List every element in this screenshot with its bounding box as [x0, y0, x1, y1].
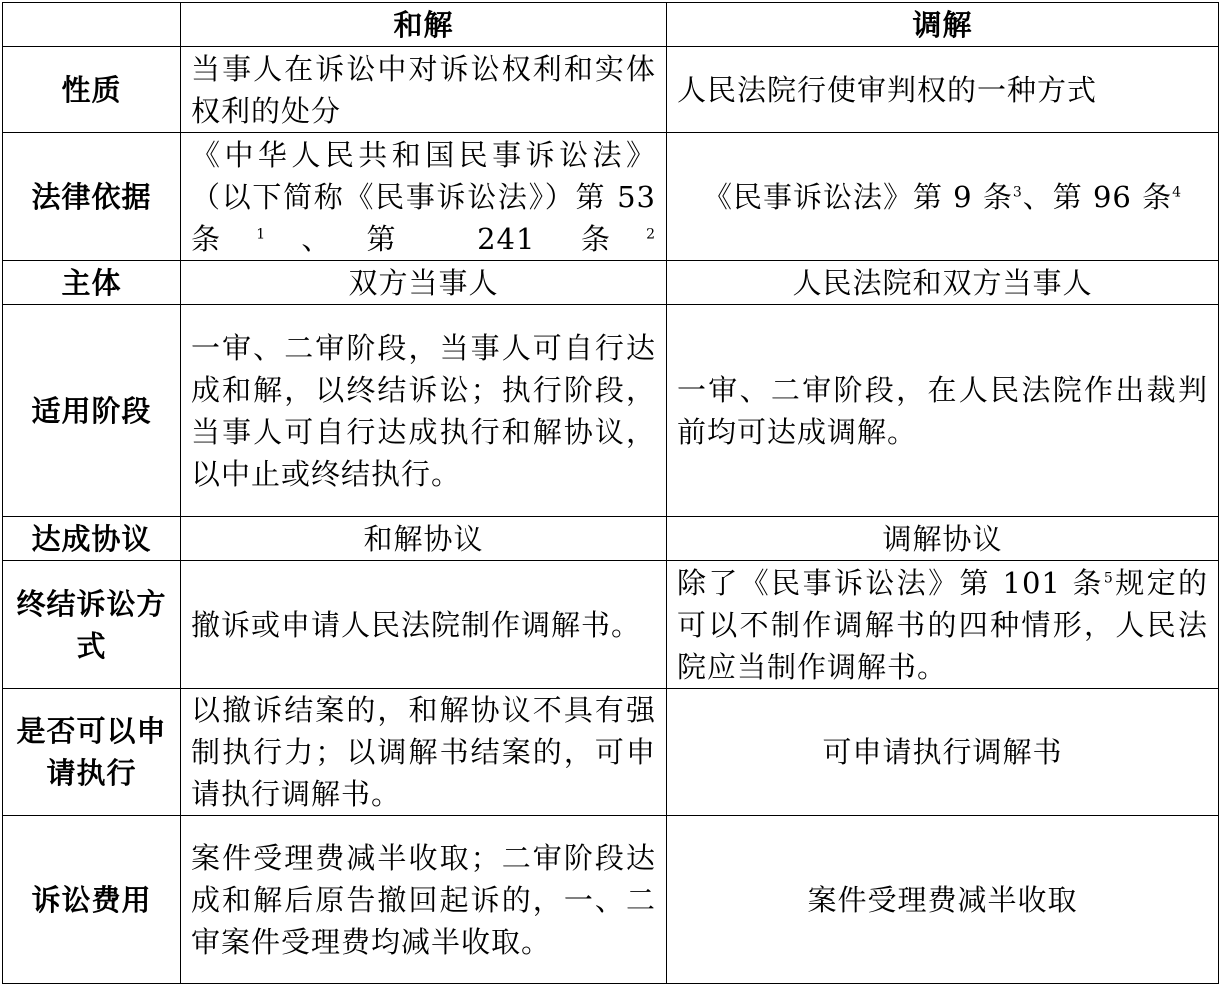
- table-row: [3, 689, 1219, 816]
- row-label: 诉讼费用: [3, 816, 181, 984]
- cell-text: 《中华人民共和国民事诉讼法》（以下简称《民事诉讼法》）第 53 条: [191, 137, 656, 256]
- table-row: [3, 133, 1219, 261]
- table-row: [3, 517, 1219, 561]
- cell-hejie: 撤诉或申请人民法院制作调解书。: [181, 561, 667, 689]
- table-row: [3, 305, 1219, 517]
- footnote-marker: 2: [646, 225, 656, 242]
- row-label: 性质: [3, 47, 181, 133]
- cell-text: 、第 241 条: [266, 221, 647, 256]
- row-label: 达成协议: [3, 517, 181, 561]
- cell-tiaojie: 案件受理费减半收取: [667, 816, 1219, 984]
- cell-text: 规定的可以不制作调解书的四种情形，人民法院应当制作调解书。: [677, 565, 1208, 684]
- cell-hejie: 当事人在诉讼中对诉讼权利和实体权利的处分: [181, 47, 667, 133]
- corner-cell: [3, 3, 181, 47]
- row-label: 终结诉讼方式: [3, 561, 181, 689]
- cell-hejie: 和解协议: [181, 517, 667, 561]
- cell-hejie: 以撤诉结案的，和解协议不具有强制执行力；以调解书结案的，可申请执行调解书。: [181, 689, 667, 816]
- cell-tiaojie: [667, 561, 1219, 689]
- column-header-tiaojie: 调解: [667, 3, 1219, 47]
- cell-text: 、第 96 条: [1022, 179, 1173, 214]
- cell-hejie: [181, 133, 667, 261]
- cell-text: 《民事诉讼法》第 9 条: [702, 179, 1013, 214]
- cell-hejie: 一审、二审阶段，当事人可自行达成和解，以终结诉讼；执行阶段，当事人可自行达成执行和解协议，以中止或终结执行。: [181, 305, 667, 517]
- row-label: 适用阶段: [3, 305, 181, 517]
- row-label: 主体: [3, 261, 181, 305]
- footnote-marker: 5: [1103, 569, 1114, 586]
- cell-text: 除了《民事诉讼法》第 101 条: [677, 565, 1104, 600]
- cell-hejie: 案件受理费减半收取；二审阶段达成和解后原告撤回起诉的，一、二审案件受理费均减半收取。: [181, 816, 667, 984]
- header-row: [3, 3, 1219, 47]
- column-header-hejie: 和解: [181, 3, 667, 47]
- row-label: 法律依据: [3, 133, 181, 261]
- table-row: [3, 261, 1219, 305]
- row-label: 是否可以申请执行: [3, 689, 181, 816]
- cell-tiaojie: [667, 133, 1219, 261]
- cell-tiaojie: 调解协议: [667, 517, 1219, 561]
- cell-tiaojie: 人民法院行使审判权的一种方式: [667, 47, 1219, 133]
- footnote-marker: 4: [1172, 183, 1183, 200]
- comparison-table: [2, 2, 1219, 984]
- table-row: [3, 47, 1219, 133]
- cell-tiaojie: 一审、二审阶段，在人民法院作出裁判前均可达成调解。: [667, 305, 1219, 517]
- table-row: [3, 816, 1219, 984]
- table-row: [3, 561, 1219, 689]
- cell-tiaojie: 可申请执行调解书: [667, 689, 1219, 816]
- cell-hejie: 双方当事人: [181, 261, 667, 305]
- footnote-marker: 1: [256, 225, 267, 242]
- cell-tiaojie: 人民法院和双方当事人: [667, 261, 1219, 305]
- footnote-marker: 3: [1012, 183, 1023, 200]
